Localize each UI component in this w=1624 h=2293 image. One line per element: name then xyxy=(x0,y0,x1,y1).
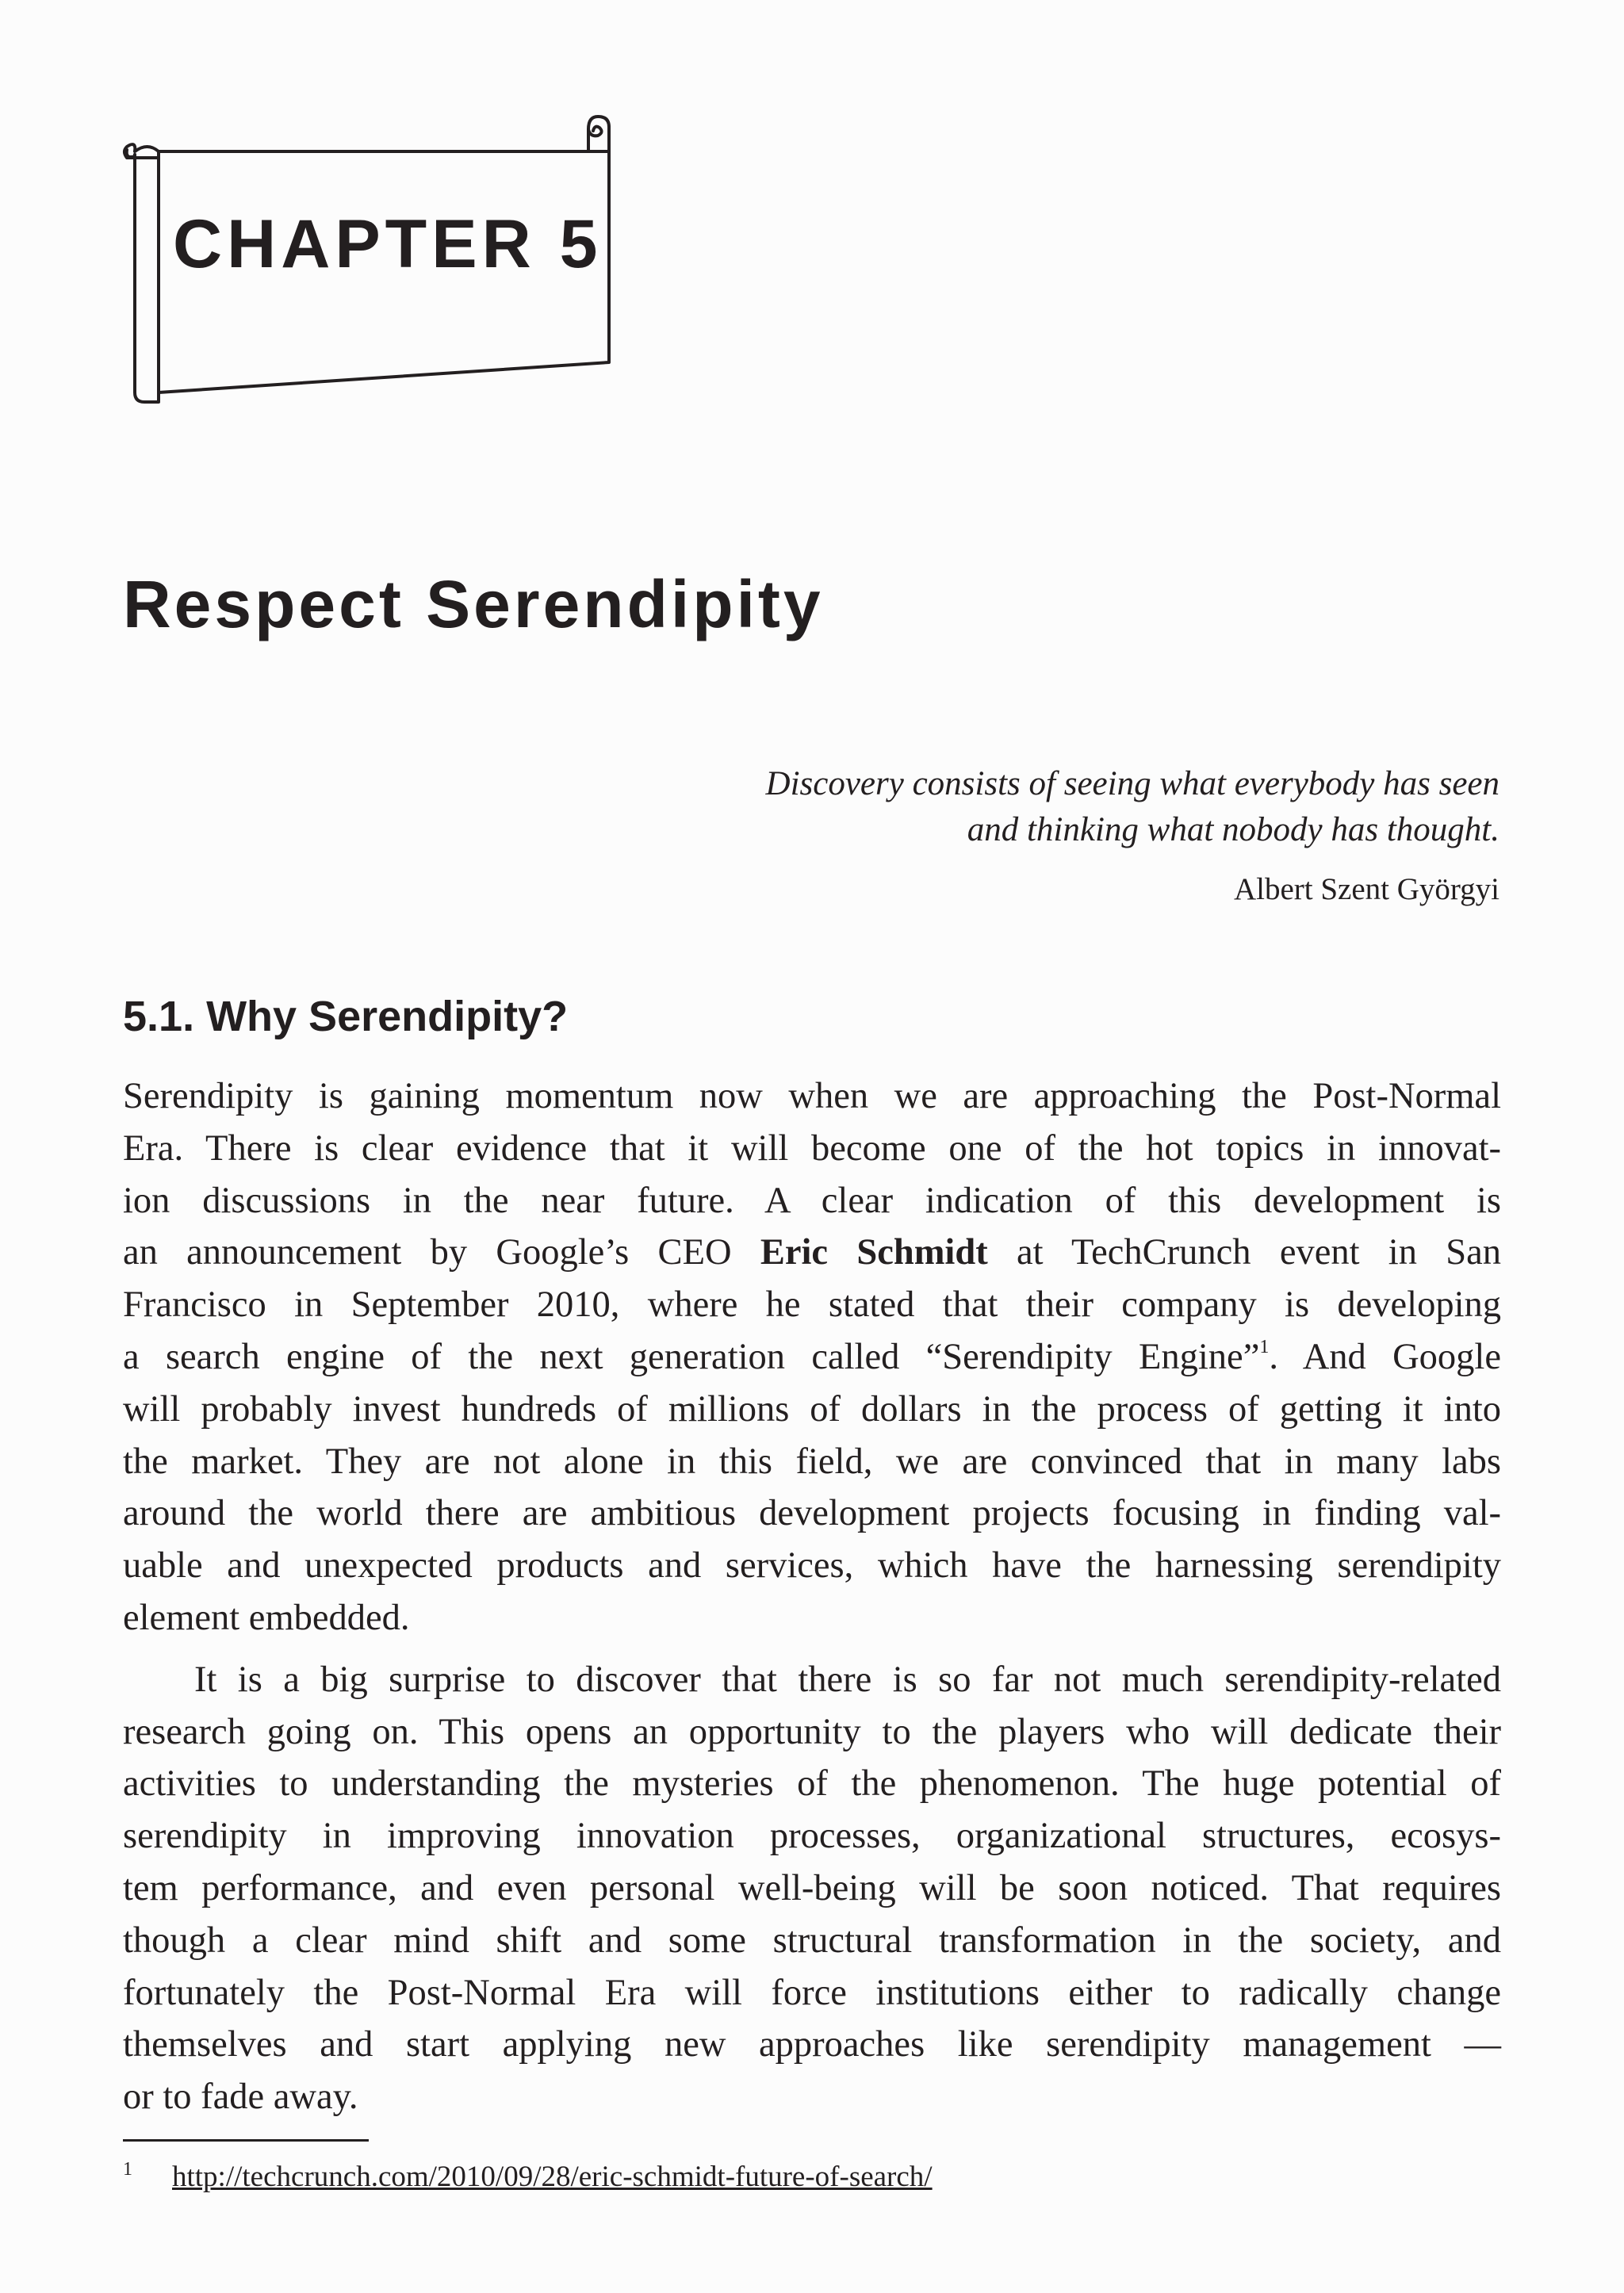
text-line xyxy=(123,1227,1501,1279)
footnote xyxy=(123,2150,933,2196)
text-line: ion discussions in the near future. A clear indication of this development is xyxy=(123,1180,1501,1221)
text-run: . And Google xyxy=(1269,1336,1501,1377)
person-name: Eric Schmidt xyxy=(760,1232,988,1273)
footnote-link[interactable]: http://techcrunch.com/2010/09/28/eric-schmidt-future-of-search/ xyxy=(172,2161,933,2193)
text-line: research going on. This opens an opportunity to the players who will dedicate their xyxy=(123,1711,1501,1752)
text-line: the market. They are not alone in this field, we are convinced that in many labs xyxy=(123,1441,1501,1482)
footnote-reference[interactable]: 1 xyxy=(1259,1336,1270,1357)
chapter-scroll-banner xyxy=(119,107,619,408)
text-line: though a clear mind shift and some structural transformation in the society, and xyxy=(123,1920,1501,1961)
epigraph-line: Discovery consists of seeing what everybody has seen xyxy=(765,765,1500,802)
text-line: Francisco in September 2010, where he stated that their company is developing xyxy=(123,1284,1501,1326)
footnote-divider xyxy=(123,2139,369,2142)
paragraph-1 xyxy=(123,1070,1501,1644)
text-line: fortunately the Post-Normal Era will force institutions either to radically change xyxy=(123,1972,1501,2013)
text-line: activities to understanding the mysteries of the phenomenon. The huge potential of xyxy=(123,1763,1501,1805)
text-run: at TechCrunch event in San xyxy=(987,1232,1502,1273)
text-line: It is a big surprise to discover that there is so far not much serendipity-related xyxy=(194,1659,1501,1700)
text-line: themselves and start applying new approaches like serendipity management — xyxy=(123,2024,1501,2065)
section-heading: 5.1. Why Serendipity? xyxy=(123,993,569,1040)
text-line: Era. There is clear evidence that it will become one of the hot topics in innovat- xyxy=(123,1127,1501,1169)
chapter-number: CHAPTER 5 xyxy=(173,206,603,282)
epigraph-quote xyxy=(548,761,1500,853)
text-line: element embedded. xyxy=(123,1597,410,1638)
text-line: uable and unexpected products and services, which have the harnessing serendipity xyxy=(123,1545,1501,1587)
text-line: around the world there are ambitious development projects focusing in finding val- xyxy=(123,1493,1501,1534)
paragraph-2 xyxy=(123,1654,1501,2123)
text-line: Serendipity is gaining momentum now when we are approaching the Post-Normal xyxy=(123,1076,1501,1116)
text-run: an announcement by Google’s CEO xyxy=(123,1232,760,1273)
text-run: a search engine of the next generation called “Serendipity Engine” xyxy=(123,1336,1260,1377)
epigraph-line: and thinking what nobody has thought. xyxy=(967,811,1500,848)
text-line: serendipity in improving innovation processes, organizational structures, ecosys- xyxy=(123,1816,1501,1857)
text-line xyxy=(123,1331,1501,1384)
body-text xyxy=(123,1070,1501,2123)
text-line: or to fade away. xyxy=(123,2077,358,2118)
epigraph xyxy=(548,761,1500,909)
chapter-title: Respect Serendipity xyxy=(123,567,824,641)
epigraph-author: Albert Szent Györgyi xyxy=(1233,872,1500,906)
footnote-marker: 1 xyxy=(123,2159,132,2180)
text-line: tem performance, and even personal well-being will be soon noticed. That requires xyxy=(123,1867,1501,1908)
text-line: will probably invest hundreds of millions of dollars in the process of getting it into xyxy=(123,1388,1501,1430)
